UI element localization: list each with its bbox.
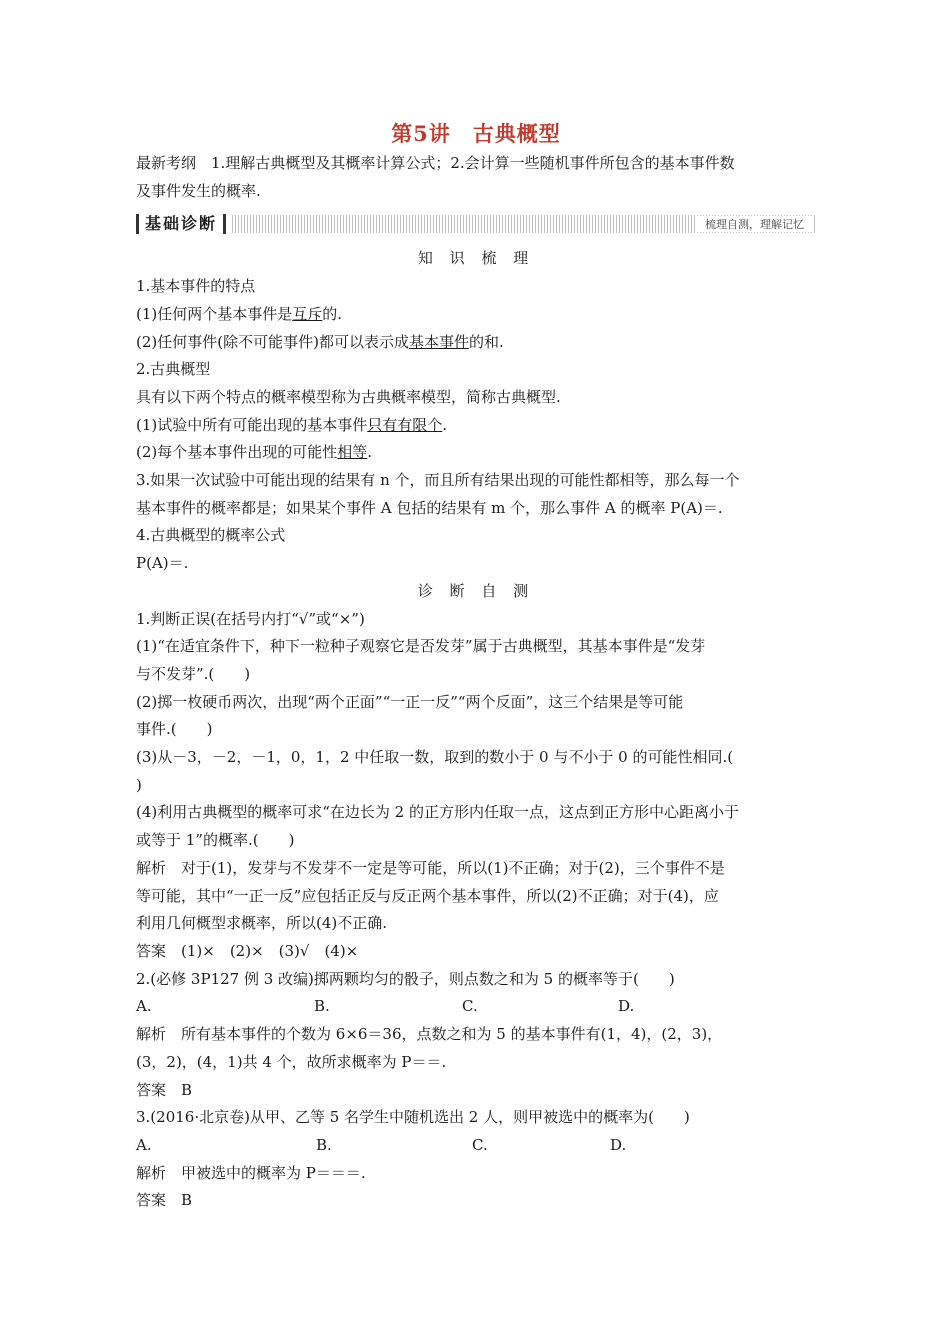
question-1-item-3a: (3)从－3，－2，－1，0，1，2 中任取一数，取到的数小于 0 与不小于 0 的可能性相同.( [136, 748, 734, 767]
point-3-line-2: 基本事件的概率都是；如果某个事件 A 包括的结果有 m 个，那么事件 A 的概率 P(A)＝. [136, 498, 723, 517]
point-1-b [136, 329, 816, 357]
option-c: C. [462, 997, 478, 1016]
question-1-item-4a: (4)利用古典概型的概率可求“在边长为 2 的正方形内任取一点，这点到正方形中心距离小于 [136, 803, 739, 822]
banner-bar [232, 215, 816, 233]
text: (2)任何事件(除不可能事件)都可以表示成 [136, 332, 409, 351]
option-d: D. [618, 997, 635, 1016]
section-heading-selftest: 诊 断 自 测 [417, 581, 535, 600]
question-1-item-2b: 事件.( ) [136, 720, 213, 739]
point-1-title: 1.基本事件的特点 [136, 277, 256, 296]
question-1-solution-c: 利用几何概型求概率，所以(4)不正确. [136, 914, 388, 933]
point-2-b [136, 439, 816, 467]
section-heading-knowledge: 知 识 梳 理 [417, 249, 535, 268]
question-1-solution-b: 等可能，其中“一正一反”应包括正反与反正两个基本事件，所以(2)不正确；对于(4)，应 [136, 886, 719, 905]
question-3-title: 3.(2016·北京卷)从甲、乙等 5 名学生中随机选出 2 人，则甲被选中的概率为( ) [136, 1108, 690, 1127]
option-c: C. [472, 1135, 488, 1154]
point-2-title: 2.古典概型 [136, 360, 211, 379]
option-a: A. [136, 1135, 152, 1154]
underlined-answer: 相等 [337, 443, 368, 462]
page-title: 第5讲 古典概型 [391, 121, 561, 146]
point-2-a [136, 412, 816, 440]
underlined-answer: 互斥 [292, 304, 323, 323]
question-2-title: 2.(必修 3P127 例 3 改编)掷两颗均匀的骰子，则点数之和为 5 的概率等于( ) [136, 969, 675, 988]
point-3-line-1: 3.如果一次试验中可能出现的结果有 n 个，而且所有结果出现的可能性都相等，那么每一个 [136, 471, 740, 490]
question-2-solution-a: 解析 所有基本事件的个数为 6×6＝36，点数之和为 5 的基本事件有(1，4)，(2，3)， [136, 1025, 723, 1044]
option-a: A. [136, 997, 152, 1016]
question-2-solution-b: (3，2)，(4，1)共 4 个，故所求概率为 P＝＝. [136, 1052, 447, 1071]
question-1-answer: 答案 (1)× (2)× (3)√ (4)× [136, 941, 359, 960]
text: (2)每个基本事件出现的可能性 [136, 443, 338, 462]
outline-line-2: 及事件发生的概率. [136, 181, 261, 200]
text: 的. [322, 304, 343, 323]
question-1-item-4b: 或等于 1”的概率.( ) [136, 831, 295, 850]
outline-line-1: 最新考纲 1.理解古典概型及其概率计算公式；2.会计算一些随机事件所包含的基本事件数 [136, 154, 735, 172]
underlined-answer: 基本事件 [408, 332, 469, 351]
question-3-options [136, 1132, 816, 1160]
point-1-a [136, 301, 816, 329]
point-4-formula: P(A)＝. [136, 554, 189, 573]
text: . [442, 415, 448, 434]
banner-tag: 梳理自测，理解记忆 [697, 216, 812, 232]
option-b: B. [316, 1135, 332, 1154]
point-4-title: 4.古典概型的概率公式 [136, 526, 286, 545]
text: 的和. [468, 332, 504, 351]
point-2-intro: 具有以下两个特点的概率模型称为古典概率模型，简称古典概型. [136, 387, 561, 406]
question-1-item-1b: 与不发芽”.( ) [136, 664, 251, 683]
document-page [136, 118, 816, 1215]
section-banner [136, 211, 816, 237]
question-2-answer: 答案 B [136, 1080, 193, 1099]
question-3-solution: 解析 甲被选中的概率为 P＝＝＝. [136, 1163, 366, 1182]
text: . [367, 443, 373, 462]
option-d: D. [610, 1135, 627, 1154]
option-b: B. [314, 997, 330, 1016]
question-1-solution-a: 解析 对于(1)，发芽与不发芽不一定是等可能，所以(1)不正确；对于(2)，三个事件不是 [136, 858, 725, 877]
text: (1)试验中所有可能出现的基本事件 [136, 415, 368, 434]
question-1-item-3b: ) [136, 775, 142, 794]
question-1-title: 1.判断正误(在括号内打“√”或“×”) [136, 609, 365, 628]
question-2-options [136, 993, 816, 1021]
underlined-answer: 只有有限个 [367, 415, 443, 434]
question-3-answer: 答案 B [136, 1191, 193, 1210]
question-1-item-2a: (2)掷一枚硬币两次，出现“两个正面”“一正一反”“两个反面”，这三个结果是等可能 [136, 692, 684, 711]
text: (1)任何两个基本事件是 [136, 304, 293, 323]
question-1-item-1a: (1)“在适宜条件下，种下一粒种子观察它是否发芽”属于古典概型，其基本事件是“发芽 [136, 637, 706, 656]
banner-label: 基础诊断 [136, 214, 226, 234]
